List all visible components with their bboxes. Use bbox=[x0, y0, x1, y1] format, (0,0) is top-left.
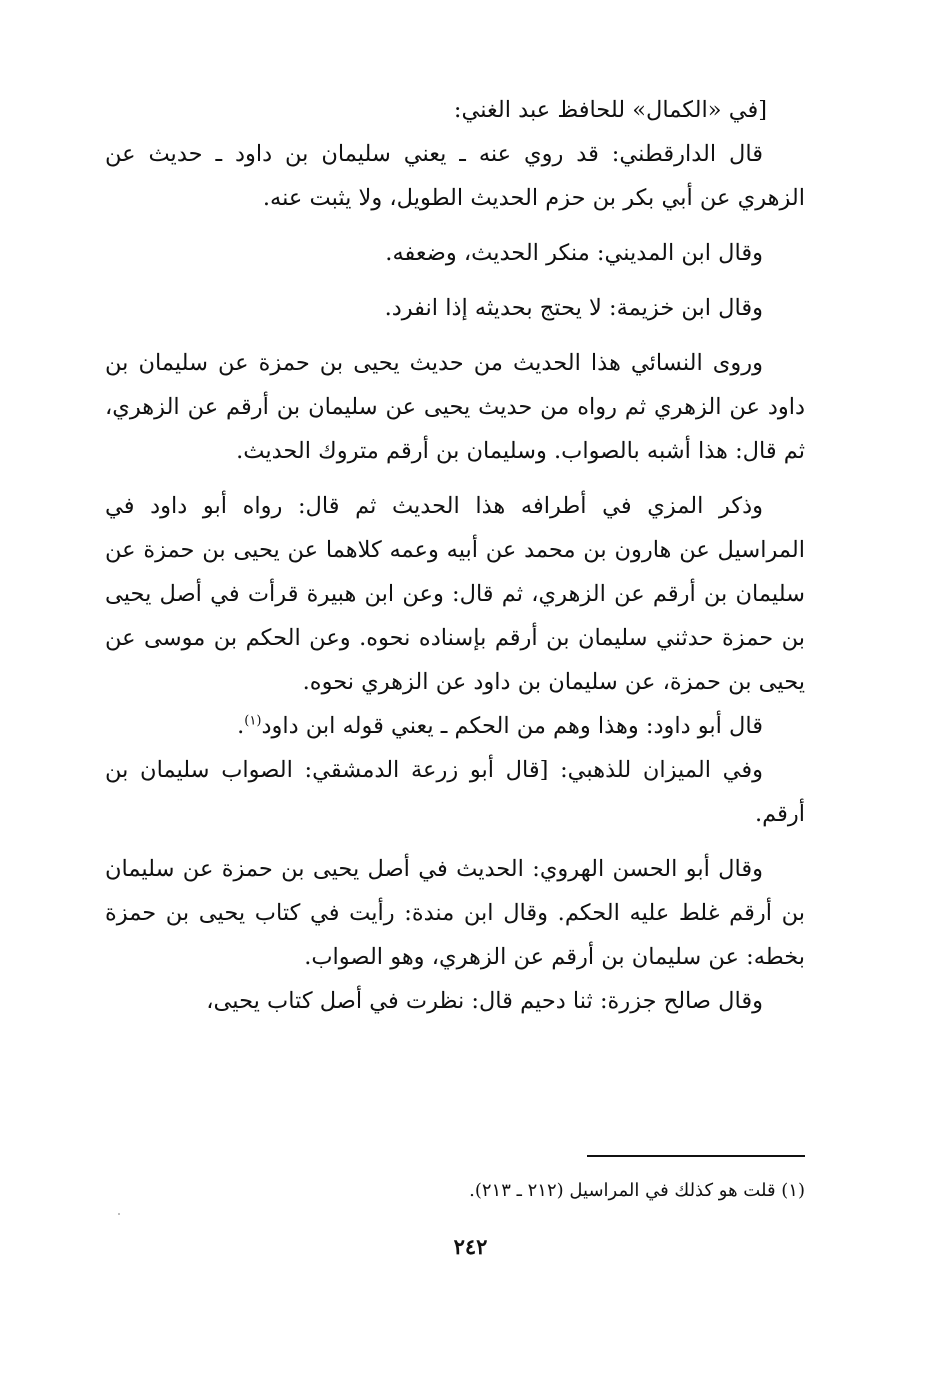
paragraph-harawi: وقال أبو الحسن الهروي: الحديث في أصل يحيى بن حمزة عن سليمان بن أرقم غلط عليه الحكم. وقال ابن مندة: رأيت في كتاب يحيى بن حمزة بخطه: عن سليمان بن أرقم عن الزهري، وهو الصواب. bbox=[105, 856, 805, 970]
main-text bbox=[105, 88, 805, 1023]
paragraph-nasai: وروى النسائي هذا الحديث من حديث يحيى بن حمزة عن سليمان بن داود عن الزهري ثم رواه من حديث يحيى عن سليمان بن أرقم عن الزهري، ثم قال: هذا أشبه بالصواب. وسليمان بن أرقم متروك الحديث. bbox=[105, 350, 805, 464]
paragraph-mizan: وفي الميزان للذهبي: [قال أبو زرعة الدمشقي: الصواب سليمان بن أرقم. bbox=[105, 757, 805, 827]
footnote-marker: (١) bbox=[244, 713, 262, 729]
paragraph-daraqutni: قال الدارقطني: قد روي عنه ـ يعني سليمان بن داود ـ حديث عن الزهري عن أبي بكر بن حزم الحديث الطويل، ولا يثبت عنه. bbox=[105, 141, 805, 211]
paragraph-salih-jazarah: وقال صالح جزرة: ثنا دحيم قال: نظرت في أصل كتاب يحيى، bbox=[206, 988, 763, 1014]
footnote-separator bbox=[587, 1155, 805, 1157]
section-heading: [في «الكمال» للحافظ عبد الغني: bbox=[453, 97, 767, 123]
paragraph-ibn-almadini: وقال ابن المديني: منكر الحديث، وضعفه. bbox=[385, 240, 763, 266]
scan-speck bbox=[118, 1213, 120, 1215]
paragraph-abu-dawud bbox=[105, 704, 805, 748]
page-number: ٢٤٢ bbox=[453, 1234, 488, 1259]
paragraph-ibn-khuzaymah: وقال ابن خزيمة: لا يحتج بحديثه إذا انفرد. bbox=[384, 295, 763, 321]
paragraph-mizzi: وذكر المزي في أطرافه هذا الحديث ثم قال: رواه أبو داود في المراسيل عن هارون بن محمد عن أبيه وعمه كلاهما عن يحيى بن حمزة عن سليمان بن أرقم عن الزهري، ثم قال: وعن ابن هبيرة قرأت في أصل يحيى بن حمزة حدثني سليمان بن أرقم بإسناده نحوه. وعن الحكم بن موسى عن يحيى بن حمزة، عن سليمان بن داود عن الزهري نحوه. bbox=[105, 493, 805, 695]
footnote: (١) قلت هو كذلك في المراسيل (٢١٢ ـ ٢١٣). bbox=[469, 1180, 805, 1201]
abu-dawud-text: قال أبو داود: وهذا وهم من الحكم ـ يعني قوله ابن داود bbox=[261, 713, 763, 739]
abu-dawud-period: . bbox=[237, 713, 245, 739]
